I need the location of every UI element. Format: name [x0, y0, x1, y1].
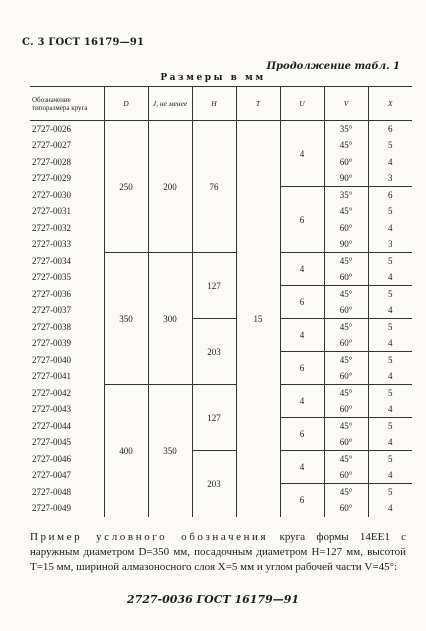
- cell-v: 60°: [324, 335, 368, 352]
- example-paragraph: [30, 530, 406, 575]
- cell-code: 2727-0048: [30, 484, 104, 501]
- cell-u: 4: [280, 121, 324, 187]
- col-header-h: H: [192, 87, 236, 121]
- cell-x: 4: [368, 434, 412, 451]
- table-row: [30, 319, 412, 336]
- cell-x: 5: [388, 454, 393, 464]
- cell-code: 2727-0037: [30, 302, 104, 319]
- cell-code: 2727-0042: [30, 385, 104, 402]
- example-designation: 2727-0036 ГОСТ 16179—91: [126, 593, 300, 606]
- example-intro: Пример условного обозначения: [30, 531, 269, 543]
- cell-code: 2727-0049: [30, 500, 104, 517]
- cell-x: 4: [368, 401, 412, 418]
- cell-code: 2727-0032: [30, 220, 104, 237]
- col-header-t: T: [236, 87, 280, 121]
- table-row: [30, 451, 412, 468]
- cell-v: 60°: [324, 269, 368, 286]
- cell-x: 6: [388, 124, 393, 134]
- cell-u: 6: [280, 352, 324, 385]
- example-line2: 14EE1 с наружным диаметром D=350 мм, посадочным диаметром: [30, 531, 407, 558]
- cell-code: 2727-0030: [30, 187, 104, 204]
- cell-v: 60°: [324, 434, 368, 451]
- cell-v: 45°: [324, 137, 368, 154]
- example-line4: X=5 мм и углом рабочей части V=45°:: [217, 561, 398, 573]
- col-header-x: X: [368, 87, 412, 121]
- units-label: Размеры в мм: [160, 73, 266, 83]
- cell-v: 45°: [324, 385, 368, 402]
- cell-h: 203: [192, 319, 236, 385]
- cell-v: 60°: [324, 220, 368, 237]
- cell-d: 350: [104, 253, 148, 385]
- cell-v: 45°: [324, 451, 368, 468]
- col-header-designation: Обозначение типоразмера круга: [30, 87, 104, 121]
- table-continuation-label: Продолжение табл. 1: [266, 61, 400, 72]
- cell-x: 4: [368, 467, 412, 484]
- cell-x: 5: [388, 355, 393, 365]
- col-header-j: J, не менее: [148, 87, 192, 121]
- cell-x: 5: [388, 388, 393, 398]
- cell-u: 4: [280, 253, 324, 286]
- cell-v: 35°: [324, 187, 368, 204]
- cell-code: 2727-0034: [30, 253, 104, 270]
- cell-u: 6: [280, 286, 324, 319]
- cell-code: 2727-0045: [30, 434, 104, 451]
- cell-v: 60°: [324, 467, 368, 484]
- cell-v: 45°: [324, 418, 368, 435]
- cell-code: 2727-0033: [30, 236, 104, 253]
- cell-v: 60°: [324, 401, 368, 418]
- cell-v: 45°: [324, 286, 368, 303]
- example-line3: H=127 мм, высотой T=15 мм, шириной алмазоносного слоя: [30, 546, 406, 573]
- cell-x: 5: [388, 487, 393, 497]
- cell-x: 4: [388, 156, 393, 167]
- cell-code: 2727-0028: [30, 154, 104, 171]
- cell-u: 6: [280, 484, 324, 517]
- cell-x: 3: [368, 170, 412, 187]
- cell-code: 2727-0027: [30, 137, 104, 154]
- col-header-u: U: [280, 87, 324, 121]
- cell-x: 4: [368, 335, 412, 352]
- cell-v: 60°: [324, 500, 368, 517]
- cell-code: 2727-0035: [30, 269, 104, 286]
- dimensions-table: [30, 86, 412, 517]
- cell-code: 2727-0040: [30, 352, 104, 369]
- cell-code: 2727-0036: [30, 286, 104, 303]
- table-row: [30, 253, 412, 270]
- cell-h: 76: [192, 121, 236, 253]
- cell-h: 203: [192, 451, 236, 517]
- cell-j: 200: [148, 121, 192, 253]
- cell-d: 400: [104, 385, 148, 517]
- cell-code: 2727-0038: [30, 319, 104, 336]
- cell-code: 2727-0039: [30, 335, 104, 352]
- cell-x: 4: [368, 368, 412, 385]
- cell-x: 6: [388, 190, 393, 200]
- cell-code: 2727-0029: [30, 170, 104, 187]
- cell-code: 2727-0044: [30, 418, 104, 435]
- cell-v: 60°: [324, 302, 368, 319]
- cell-h: 127: [192, 253, 236, 319]
- cell-t: 15: [236, 121, 280, 517]
- cell-v: 60°: [324, 154, 368, 171]
- cell-x: 3: [368, 236, 412, 253]
- table-row: [30, 385, 412, 402]
- cell-v: 45°: [324, 203, 368, 220]
- cell-x: 4: [368, 269, 412, 286]
- table-row: [30, 121, 412, 138]
- col-header-d: D: [104, 87, 148, 121]
- cell-v: 35°: [324, 121, 368, 138]
- cell-v: 90°: [324, 170, 368, 187]
- table-header-row: [30, 87, 412, 121]
- cell-x: 5: [388, 289, 393, 299]
- cell-v: 45°: [324, 352, 368, 369]
- cell-x: 5: [388, 140, 393, 151]
- cell-code: 2727-0041: [30, 368, 104, 385]
- cell-h: 127: [192, 385, 236, 451]
- cell-x: 5: [388, 322, 393, 332]
- cell-code: 2727-0026: [30, 121, 104, 138]
- cell-v: 45°: [324, 319, 368, 336]
- cell-u: 4: [280, 385, 324, 418]
- cell-x: 4: [388, 503, 393, 514]
- cell-u: 4: [280, 319, 324, 352]
- cell-x: 5: [388, 421, 393, 431]
- cell-v: 45°: [324, 253, 368, 270]
- cell-u: 6: [280, 187, 324, 253]
- cell-code: 2727-0046: [30, 451, 104, 468]
- cell-j: 300: [148, 253, 192, 385]
- cell-u: 6: [280, 418, 324, 451]
- cell-v: 60°: [324, 368, 368, 385]
- cell-d: 250: [104, 121, 148, 253]
- cell-v: 45°: [324, 484, 368, 501]
- cell-u: 4: [280, 451, 324, 484]
- cell-x: 4: [368, 302, 412, 319]
- example-line1-tail: круга формы: [279, 531, 349, 543]
- page-header: С. 3 ГОСТ 16179—91: [22, 37, 145, 48]
- cell-x: 4: [388, 222, 393, 233]
- cell-j: 350: [148, 385, 192, 517]
- col-header-v: V: [324, 87, 368, 121]
- cell-x: 5: [388, 206, 393, 217]
- cell-code: 2727-0047: [30, 467, 104, 484]
- cell-x: 5: [388, 256, 393, 266]
- cell-code: 2727-0031: [30, 203, 104, 220]
- cell-code: 2727-0043: [30, 401, 104, 418]
- cell-v: 90°: [324, 236, 368, 253]
